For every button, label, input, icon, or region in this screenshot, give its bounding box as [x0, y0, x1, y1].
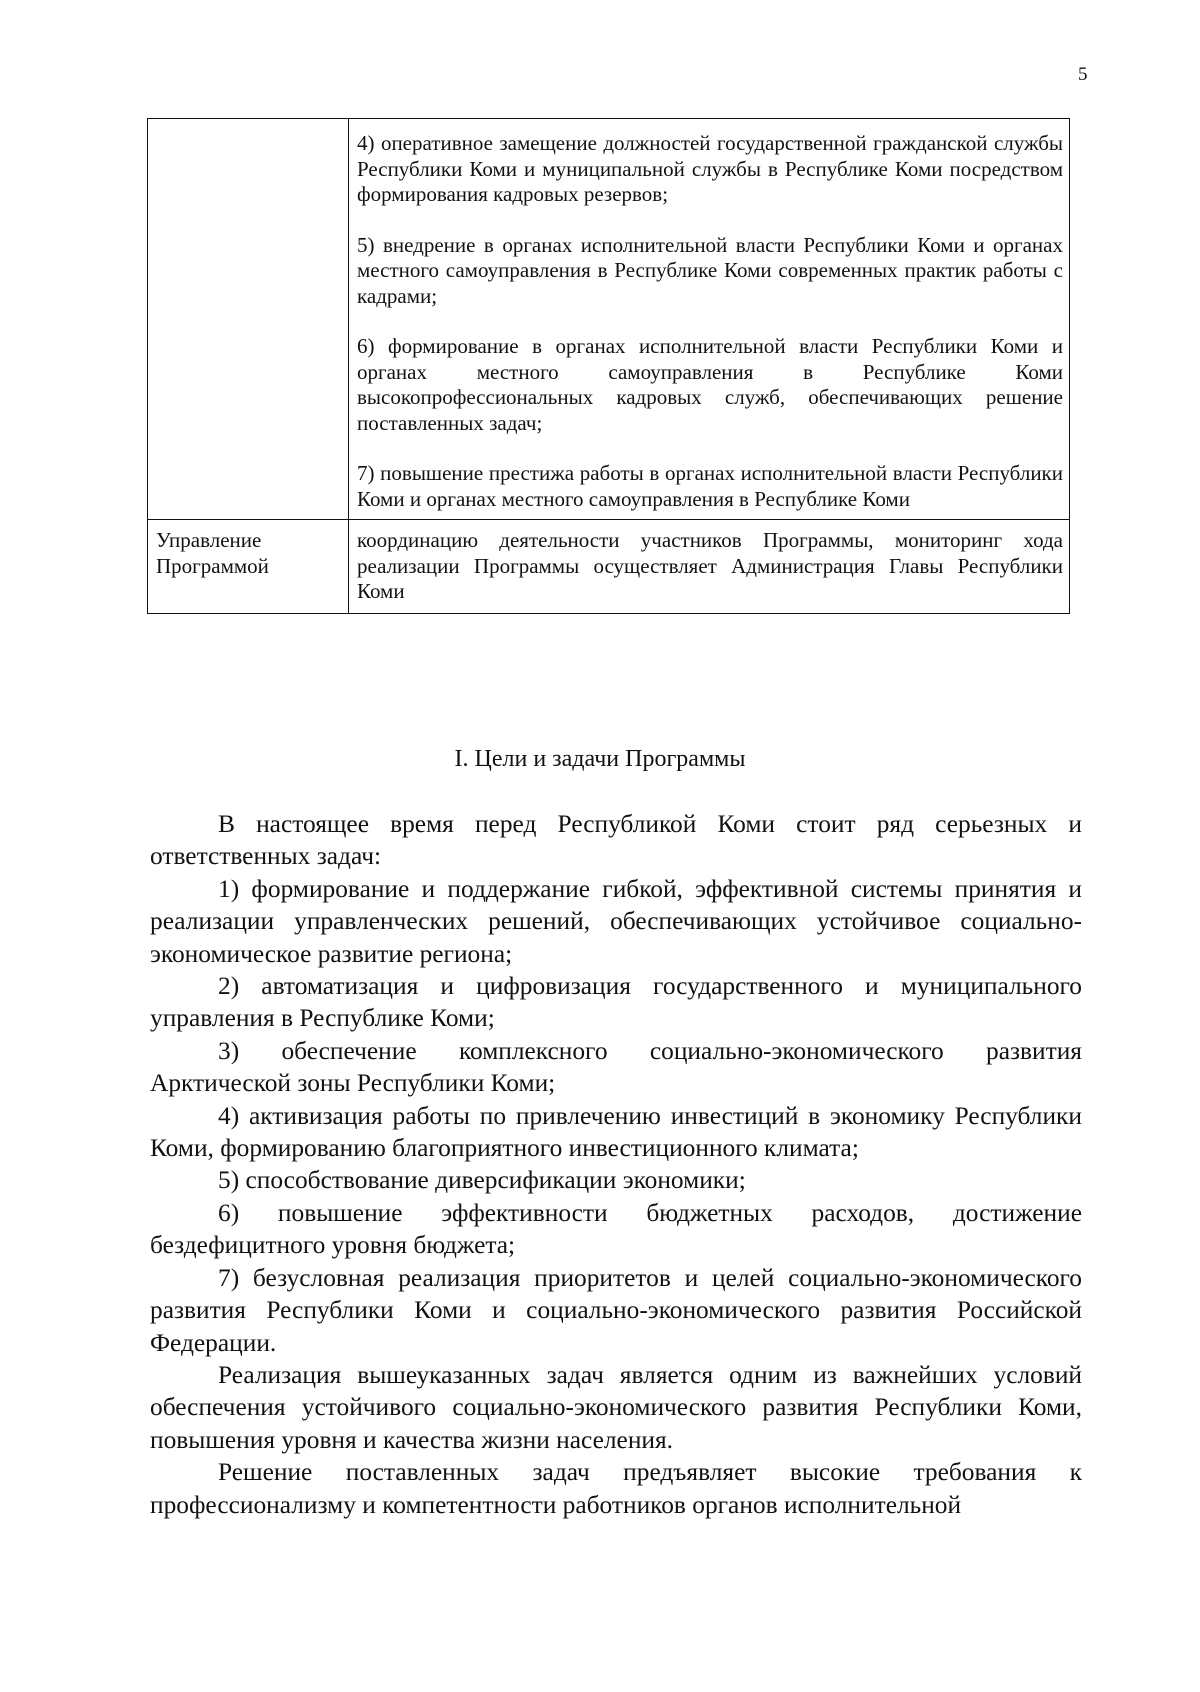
section-heading: I. Цели и задачи Программы	[454, 746, 746, 772]
paragraph: 5) способствование диверсификации экономики;	[218, 1166, 746, 1195]
paragraph: 3) обеспечение комплексного социально-экономического развития Арктической зоны Республики Коми;	[150, 1036, 1082, 1098]
table-row	[148, 520, 1070, 614]
paragraph: Реализация вышеуказанных задач является одним из важнейших условий обеспечения устойчивого социально-экономического развития Республики Коми, повышения уровня и качества жизни населения.	[150, 1360, 1082, 1454]
paragraph: Решение поставленных задач предъявляет высокие требования к профессионализму и компетентности работников органов исполнительной	[150, 1458, 1082, 1519]
paragraph: 2) автоматизация и цифровизация государственного и муниципального управления в Республике Коми;	[150, 972, 1082, 1033]
body-text	[150, 808, 1082, 1521]
list-item: 7) повышение престижа работы в органах исполнительной власти Республики Коми и органах местного самоуправления в Республике Коми	[357, 461, 1063, 511]
paragraph: В настоящее время перед Республикой Коми стоит ряд серьезных и ответственных задач:	[150, 810, 1082, 871]
list-item: 4) оперативное замещение должностей государственной гражданской службы Республики Коми и муниципальной службы в Республике Коми посредством формирования кадровых резервов;	[357, 131, 1063, 206]
paragraph: 7) безусловная реализация приоритетов и целей социально-экономического развития Республики Коми и социально-экономического развития Российской Федерации.	[150, 1263, 1082, 1357]
table-cell-content	[349, 520, 1070, 614]
table-row	[148, 119, 1070, 520]
table-cell-content	[349, 119, 1070, 520]
list-item: 5) внедрение в органах исполнительной власти Республики Коми и органах местного самоуправления в Республике Коми современных практик работы с кадрами;	[357, 232, 1063, 308]
program-passport-table	[147, 118, 1070, 614]
paragraph: 6) повышение эффективности бюджетных расходов, достижение бездефицитного уровня бюджета;	[150, 1198, 1082, 1260]
table-cell-label	[148, 119, 349, 520]
list-item: 6) формирование в органах исполнительной власти Республики Коми и органах местного самоуправления в Республике Коми высокопрофессиональных кадровых служб, обеспечивающих решение поставленных задач;	[357, 334, 1063, 435]
paragraph: 1) формирование и поддержание гибкой, эффективной системы принятия и реализации управленческих решений, обеспечивающих устойчивое социально-экономическое развитие региона;	[150, 874, 1082, 968]
paragraph: 4) активизация работы по привлечению инвестиций в экономику Республики Коми, формированию благоприятного инвестиционного климата;	[150, 1101, 1082, 1163]
table-cell-label: Управление Программой	[148, 520, 349, 614]
management-text: координацию деятельности участников Программы, мониторинг хода реализации Программы осуществляет Администрация Главы Республики Коми	[357, 528, 1063, 603]
page-number: 5	[1078, 64, 1088, 85]
